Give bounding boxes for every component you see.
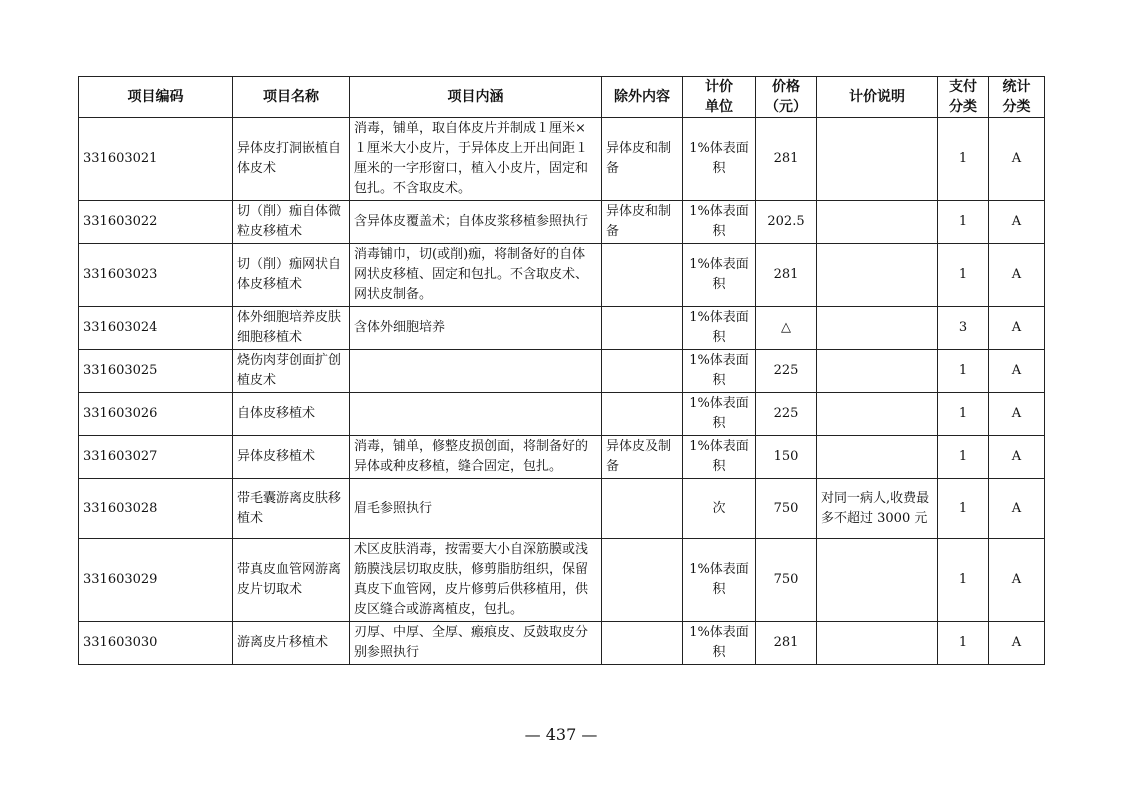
- cell-exclusion: 异体皮及制备: [602, 436, 683, 479]
- cell-note: 对同一病人,收费最多不超过 3000 元: [817, 479, 938, 539]
- header-content: 项目内涵: [350, 77, 602, 118]
- cell-name: 自体皮移植术: [233, 393, 350, 436]
- cell-unit: 1%体表面积: [683, 436, 756, 479]
- cell-price: 225: [756, 350, 817, 393]
- cell-price: 281: [756, 118, 817, 201]
- cell-content: 眉毛参照执行: [350, 479, 602, 539]
- cell-note: [817, 436, 938, 479]
- cell-price: 750: [756, 539, 817, 622]
- table-header: [79, 77, 1045, 118]
- cell-note: [817, 622, 938, 665]
- header-price: [756, 77, 817, 118]
- cell-exclusion: 异体皮和制备: [602, 118, 683, 201]
- cell-content: 消毒，铺单，取自体皮片并制成１厘米×１厘米大小皮片，于异体皮上开出间距１厘米的一字形窗口，植入小皮片，固定和包扎。不含取皮术。: [350, 118, 602, 201]
- cell-stat: A: [989, 622, 1045, 665]
- header-pay-line2: 分类: [949, 99, 977, 115]
- header-stat-line2: 分类: [1002, 99, 1031, 115]
- table-row: [79, 244, 1045, 307]
- cell-name: 体外细胞培养皮肤细胞移植术: [233, 307, 350, 350]
- cell-code: 331603030: [79, 622, 233, 665]
- cell-note: [817, 307, 938, 350]
- cell-content: [350, 393, 602, 436]
- table-row: [79, 201, 1045, 244]
- header-note: 计价说明: [817, 77, 938, 118]
- cell-unit: 1%体表面积: [683, 539, 756, 622]
- cell-stat: A: [989, 436, 1045, 479]
- cell-note: [817, 393, 938, 436]
- header-pay: [938, 77, 989, 118]
- cell-price: 225: [756, 393, 817, 436]
- cell-pay: 1: [938, 393, 989, 436]
- cell-stat: A: [989, 350, 1045, 393]
- cell-price: 202.5: [756, 201, 817, 244]
- cell-code: 331603024: [79, 307, 233, 350]
- header-unit-line2: 单位: [705, 99, 733, 115]
- cell-stat: A: [989, 393, 1045, 436]
- cell-unit: 1%体表面积: [683, 307, 756, 350]
- cell-exclusion: [602, 393, 683, 436]
- cell-exclusion: [602, 479, 683, 539]
- cell-exclusion: [602, 244, 683, 307]
- cell-unit: 1%体表面积: [683, 201, 756, 244]
- cell-stat: A: [989, 201, 1045, 244]
- table-row: [79, 479, 1045, 539]
- cell-pay: 1: [938, 201, 989, 244]
- cell-stat: A: [989, 307, 1045, 350]
- cell-name: 带毛囊游离皮肤移植术: [233, 479, 350, 539]
- cell-name: 切（削）痂网状自体皮移植术: [233, 244, 350, 307]
- cell-content: [350, 350, 602, 393]
- cell-note: [817, 118, 938, 201]
- header-code: 项目编码: [79, 77, 233, 118]
- cell-price: 150: [756, 436, 817, 479]
- cell-name: 烧伤肉芽创面扩创植皮术: [233, 350, 350, 393]
- cell-unit: 1%体表面积: [683, 350, 756, 393]
- cell-content: 含体外细胞培养: [350, 307, 602, 350]
- cell-content: 术区皮肤消毒，按需要大小自深筋膜或浅筋膜浅层切取皮肤，修剪脂肪组织，保留真皮下血管网，皮片修剪后供移植用，供皮区缝合或游离植皮，包扎。: [350, 539, 602, 622]
- cell-note: [817, 350, 938, 393]
- cell-price: △: [756, 307, 817, 350]
- header-row: [79, 77, 1045, 118]
- header-price-line2: （元）: [765, 99, 807, 115]
- cell-stat: A: [989, 244, 1045, 307]
- cell-content: 含异体皮覆盖术；自体皮浆移植参照执行: [350, 201, 602, 244]
- header-stat: [989, 77, 1045, 118]
- header-name: 项目名称: [233, 77, 350, 118]
- cell-content: 刃厚、中厚、全厚、瘢痕皮、反鼓取皮分别参照执行: [350, 622, 602, 665]
- cell-code: 331603022: [79, 201, 233, 244]
- cell-code: 331603028: [79, 479, 233, 539]
- cell-price: 281: [756, 622, 817, 665]
- cell-name: 游离皮片移植术: [233, 622, 350, 665]
- header-price-line1: 价格: [772, 79, 800, 95]
- header-unit: [683, 77, 756, 118]
- table-row: [79, 307, 1045, 350]
- cell-pay: 1: [938, 479, 989, 539]
- cell-content: 消毒，铺单，修整皮损创面，将制备好的异体或种皮移植，缝合固定，包扎。: [350, 436, 602, 479]
- cell-exclusion: [602, 307, 683, 350]
- cell-code: 331603029: [79, 539, 233, 622]
- fee-schedule-table: [78, 76, 1045, 665]
- cell-note: [817, 244, 938, 307]
- table-row: [79, 118, 1045, 201]
- cell-unit: 1%体表面积: [683, 118, 756, 201]
- page-number: — 437 —: [524, 725, 598, 744]
- cell-name: 异体皮打洞嵌植自体皮术: [233, 118, 350, 201]
- cell-pay: 3: [938, 307, 989, 350]
- cell-price: 281: [756, 244, 817, 307]
- table-row: [79, 350, 1045, 393]
- cell-pay: 1: [938, 244, 989, 307]
- cell-note: [817, 539, 938, 622]
- cell-stat: A: [989, 539, 1045, 622]
- cell-price: 750: [756, 479, 817, 539]
- cell-code: 331603021: [79, 118, 233, 201]
- header-pay-line1: 支付: [949, 79, 977, 95]
- header-exclusion: 除外内容: [602, 77, 683, 118]
- header-unit-line1: 计价: [705, 79, 733, 95]
- cell-code: 331603026: [79, 393, 233, 436]
- cell-name: 异体皮移植术: [233, 436, 350, 479]
- cell-pay: 1: [938, 118, 989, 201]
- cell-content: 消毒铺巾，切(或削)痂，将制备好的自体网状皮移植、固定和包扎。不含取皮术、网状皮制备。: [350, 244, 602, 307]
- cell-unit: 1%体表面积: [683, 244, 756, 307]
- cell-pay: 1: [938, 539, 989, 622]
- cell-unit: 1%体表面积: [683, 393, 756, 436]
- cell-code: 331603023: [79, 244, 233, 307]
- cell-pay: 1: [938, 436, 989, 479]
- cell-unit: 次: [683, 479, 756, 539]
- cell-exclusion: [602, 539, 683, 622]
- table-row: [79, 436, 1045, 479]
- cell-stat: A: [989, 479, 1045, 539]
- cell-exclusion: [602, 350, 683, 393]
- table-row: [79, 539, 1045, 622]
- cell-name: 带真皮血管网游离皮片切取术: [233, 539, 350, 622]
- cell-code: 331603027: [79, 436, 233, 479]
- cell-unit: 1%体表面积: [683, 622, 756, 665]
- table-row: [79, 622, 1045, 665]
- cell-exclusion: [602, 622, 683, 665]
- cell-pay: 1: [938, 622, 989, 665]
- table-row: [79, 393, 1045, 436]
- cell-code: 331603025: [79, 350, 233, 393]
- table-body: [79, 118, 1045, 665]
- cell-exclusion: 异体皮和制备: [602, 201, 683, 244]
- cell-pay: 1: [938, 350, 989, 393]
- cell-name: 切（削）痂自体微粒皮移植术: [233, 201, 350, 244]
- cell-stat: A: [989, 118, 1045, 201]
- header-stat-line1: 统计: [1002, 79, 1031, 95]
- cell-note: [817, 201, 938, 244]
